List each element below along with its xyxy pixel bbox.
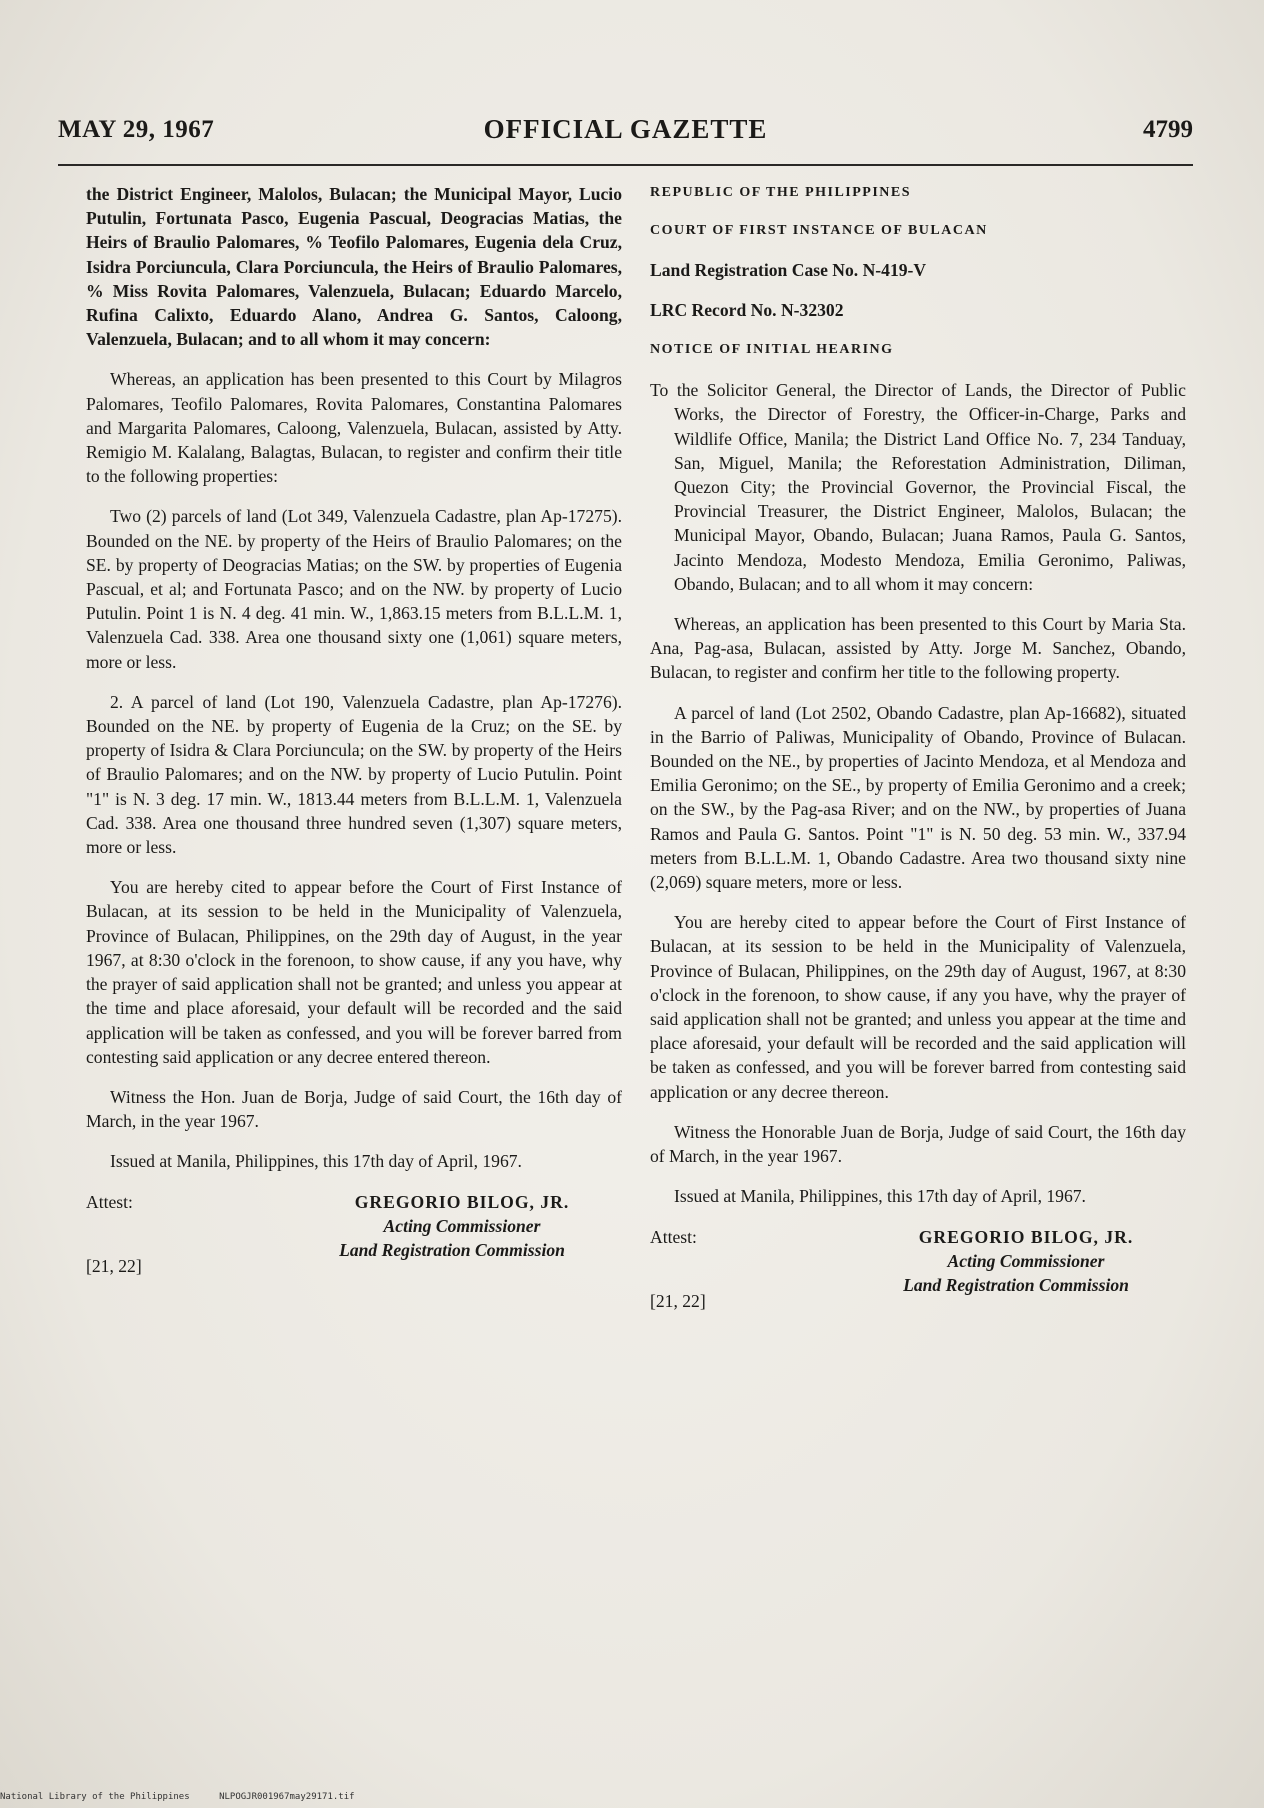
left-reference: [21, 22]	[86, 1255, 142, 1276]
left-citation-paragraph: You are hereby cited to appear before the Court of First Instance of Bulacan, at its session to be held in the Municipality of Valenzuela, Province of Bulacan, Philippines, on the 29th day of August, in the year 1967, at 8:30 o'clock in the forenoon, to show cause, if any you have, why the prayer of said application shall not be granted; and unless you appear at the time and place aforesaid, your default will be recorded and the said application will be taken as confessed, and you will be forever barred from contesting said application or any decree entered thereon.	[86, 877, 622, 1067]
court-heading: COURT OF FIRST INSTANCE OF BULACAN	[650, 223, 988, 238]
case-number: Land Registration Case No. N-419-V	[650, 260, 927, 280]
notice-heading: NOTICE OF INITIAL HEARING	[650, 342, 894, 357]
page-number: 4799	[1143, 116, 1193, 143]
right-witness-paragraph: Witness the Honorable Juan de Borja, Judge of said Court, the 16th day of March, in the year 1967.	[650, 1121, 1186, 1167]
republic-heading: REPUBLIC OF THE PHILIPPINES	[650, 185, 912, 200]
left-signer-role: Acting Commissioner	[383, 1215, 541, 1236]
footer-filename: NLPOGJR001967may29171.tif	[219, 1792, 355, 1802]
left-signature-block	[86, 1190, 622, 1300]
right-issued-paragraph: Issued at Manila, Philippines, this 17th day of April, 1967.	[674, 1186, 1086, 1207]
right-attest-label: Attest:	[650, 1226, 697, 1247]
right-signer-name: GREGORIO BILOG, JR.	[918, 1226, 1134, 1247]
left-column	[86, 182, 622, 1300]
right-parcel-paragraph: A parcel of land (Lot 2502, Obando Cadastre, plan Ap-16682), situated in the Barrio of Paliwas, Municipality of Obando, Province of Bulacan. Bounded on the NE., by properties of Jacinto Mendoza, et al Mendoza and Emilia Geronimo; on the SE., by property of Emilia Geronimo and a creek; on the SW., by the Pag-asa River; and on the NW., by properties of Juana Ramos and Paula G. Santos. Point "1" is N. 50 deg. 53 min. W., 337.94 meters from B.L.L.M. 1, Obando Cadastre. Area two thousand sixty nine (2,069) square meters, more or less.	[650, 702, 1186, 893]
right-signer-org: Land Registration Commission	[903, 1274, 1129, 1295]
issue-date: MAY 29, 1967	[58, 116, 215, 143]
left-signer-org: Land Registration Commission	[339, 1239, 565, 1260]
left-issued-paragraph: Issued at Manila, Philippines, this 17th day of April, 1967.	[110, 1151, 522, 1172]
left-parcel-2-paragraph: 2. A parcel of land (Lot 190, Valenzuela Cadastre, plan Ap-17276). Bounded on the NE. by property of Eugenia de la Cruz; on the SE. by property of Isidra & Clara Porciuncula; on the SW. by property of the Heirs of Braulio Palomares; and on the NW. by property of Lucio Putulin. Point "1" is N. 3 deg. 17 min. W., 1813.44 meters from B.L.L.M. 1, Valenzuela Cad. 338. Area one thousand three hundred seven (1,307) square meters, more or less.	[86, 691, 622, 858]
right-reference: [21, 22]	[650, 1290, 706, 1311]
right-signature-block	[650, 1225, 1186, 1335]
left-signer-name: GREGORIO BILOG, JR.	[354, 1191, 570, 1212]
right-addressees: To the Solicitor General, the Director of Lands, the Director of Public Works, the Director of Forestry, the Officer-in-Charge, Parks and Wildlife Office, Manila; the District Land Office No. 7, 234 Tanduay, San, Miguel, Manila; the Reforestation Administration, Diliman, Quezon City; the Provincial Governor, the Provincial Fiscal, the Provincial Treasurer, the District Engineer, Malolos, Bulacan; the Municipal Mayor, Obando, Bulacan; Juana Ramos, Paula G. Santos, Jacinto Mendoza, Modesto Mendoza, Emilia Geronimo, Paliwas, Obando, Bulacan; and to all whom it may concern:	[650, 380, 1186, 594]
right-citation-paragraph: You are hereby cited to appear before the Court of First Instance of Bulacan, at its session to be held in the Municipality of Valenzuela, Province of Bulacan, Philippines, on the 29th day of August, 1967, at 8:30 o'clock in the forenoon, to show cause, if any you have, why the prayer of said application shall not be granted; and unless you appear at the time and place aforesaid, your default will be recorded and the said application will be taken as confessed, and you will be forever barred from contesting said application or any decree thereon.	[650, 912, 1186, 1102]
right-application-paragraph: Whereas, an application has been presented to this Court by Maria Sta. Ana, Pag-asa, Bulacan, assisted by Atty. Jorge M. Sanchez, Obando, Bulacan, to register and confirm her title to the following property.	[650, 614, 1186, 683]
publication-title: OFFICIAL GAZETTE	[483, 114, 768, 144]
lrc-record-number: LRC Record No. N-32302	[650, 300, 844, 320]
left-application-paragraph: Whereas, an application has been presented to this Court by Milagros Palomares, Teofilo Palomares, Rovita Palomares, Constantina Palomares and Margarita Palomares, Caloong, Valenzuela, Bulacan, assisted by Atty. Remigio M. Kalalang, Balagtas, Bulacan, to register and confirm their title to the following properties:	[86, 369, 622, 487]
right-column	[650, 182, 1186, 1335]
left-parcel-1-paragraph: Two (2) parcels of land (Lot 349, Valenzuela Cadastre, plan Ap-17275). Bounded on the NE. by property of the Heirs of Braulio Palomares; on the SE. by property of Deogracias Matias; on the SW. by properties of Eugenia Pascual, et al; and Fortunata Pasco; and on the NW. by property of Lucio Putulin. Point 1 is N. 4 deg. 41 min. W., 1,863.15 meters from B.L.L.M. 1, Valenzuela Cad. 338. Area one thousand sixty one (1,061) square meters, more or less.	[86, 506, 622, 672]
page-header	[58, 112, 1193, 152]
left-witness-paragraph: Witness the Hon. Juan de Borja, Judge of said Court, the 16th day of March, in the year 1967.	[86, 1086, 622, 1132]
left-attest-label: Attest:	[86, 1191, 133, 1212]
right-signer-role: Acting Commissioner	[947, 1250, 1105, 1271]
left-addressees: the District Engineer, Malolos, Bulacan; the Municipal Mayor, Lucio Putulin, Fortunata Pasco, Eugenia Pascual, Deogracias Matias, the Heirs of Braulio Palomares, % Teofilo Palomares, Eugenia dela Cruz, Isidra Porciuncula, Clara Porciuncula, the Heirs of Braulio Palomares, % Miss Rovita Palomares, Valenzuela, Bulacan; Eduardo Marcelo, Rufina Calixto, Eduardo Alano, Andrea G. Santos, Caloong, Valenzuela, Bulacan; and to all whom it may concern:	[86, 184, 622, 350]
header-rule	[58, 164, 1193, 166]
scan-footer	[0, 1792, 379, 1802]
footer-library: National Library of the Philippines	[0, 1792, 190, 1802]
